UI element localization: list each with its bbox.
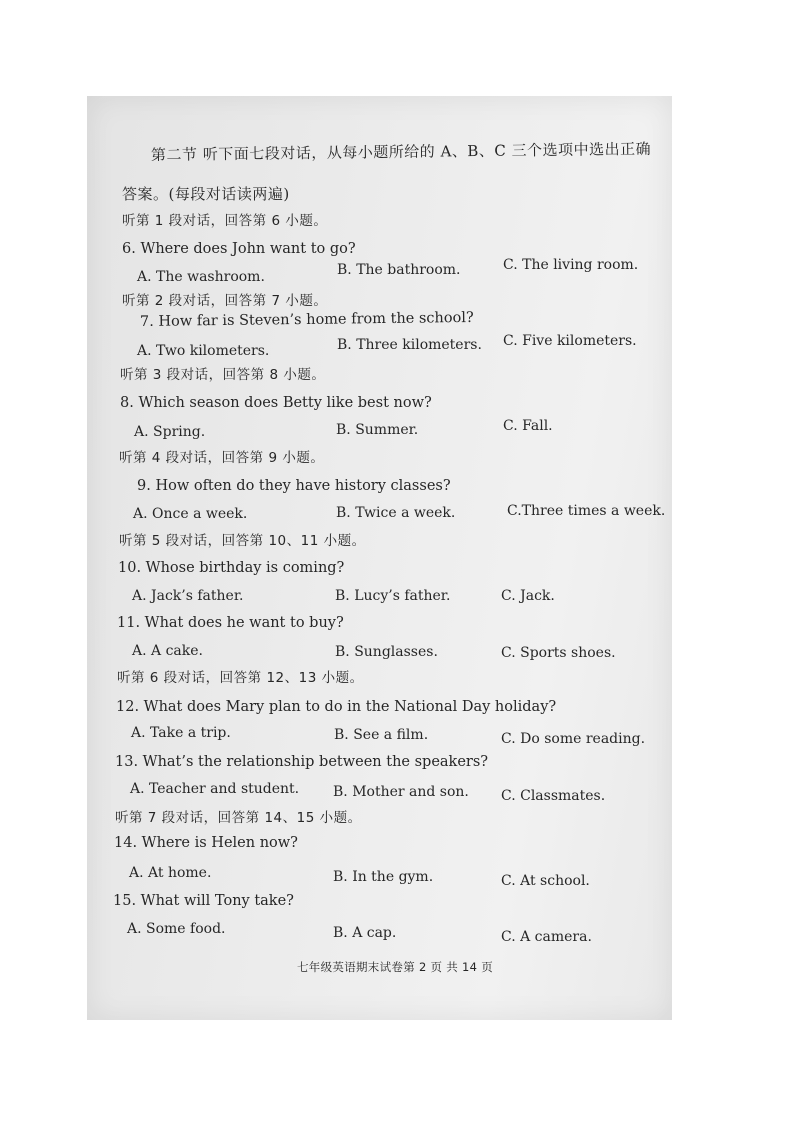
question-6: 6. Where does John want to go? — [122, 241, 356, 257]
option-c: C. At school. — [501, 873, 590, 889]
option-b: B. Three kilometers. — [337, 337, 482, 353]
option-c: C. Five kilometers. — [503, 333, 637, 349]
option-c: C. Jack. — [501, 588, 555, 604]
question-14: 14. Where is Helen now? — [114, 835, 298, 851]
question-12: 12. What does Mary plan to do in the National Day holiday? — [116, 699, 557, 715]
segment-intro: 听第 4 段对话，回答第 9 小题。 — [119, 450, 325, 466]
option-a: A. Once a week. — [133, 506, 248, 522]
option-a: A. Spring. — [134, 424, 206, 440]
option-b: B. Lucy’s father. — [335, 588, 451, 604]
question-9: 9. How often do they have history classes? — [137, 478, 451, 494]
question-11: 11. What does he want to buy? — [117, 615, 344, 631]
segment-intro: 听第 1 段对话，回答第 6 小题。 — [122, 213, 328, 229]
option-b: B. The bathroom. — [337, 262, 461, 278]
section-heading-continued: 答案。(每段对话读两遍) — [122, 185, 290, 203]
option-b: B. See a film. — [334, 727, 429, 743]
section-heading: 第二节 听下面七段对话，从每小题所给的 A、B、C 三个选项中选出正确 — [150, 139, 652, 164]
segment-intro: 听第 5 段对话，回答第 10、11 小题。 — [119, 533, 366, 549]
option-b: B. Twice a week. — [336, 505, 456, 521]
option-a: A. Teacher and student. — [130, 781, 300, 797]
option-a: A. A cake. — [132, 643, 203, 659]
question-7: 7. How far is Steven’s home from the school? — [139, 309, 474, 330]
option-a: A. Take a trip. — [131, 725, 231, 741]
option-c: C. The living room. — [503, 257, 639, 273]
option-c: C. Fall. — [503, 418, 553, 434]
option-c: C. Sports shoes. — [501, 645, 616, 661]
segment-intro: 听第 6 段对话，回答第 12、13 小题。 — [117, 670, 364, 686]
segment-intro: 听第 3 段对话，回答第 8 小题。 — [120, 367, 326, 383]
question-13: 13. What’s the relationship between the speakers? — [115, 754, 489, 770]
option-a: A. At home. — [129, 865, 212, 881]
question-15: 15. What will Tony take? — [113, 893, 294, 909]
option-c: C. A camera. — [501, 929, 592, 945]
segment-intro: 听第 7 段对话，回答第 14、15 小题。 — [115, 810, 362, 826]
option-b: B. Sunglasses. — [335, 644, 438, 660]
option-b: B. In the gym. — [333, 869, 434, 885]
question-10: 10. Whose birthday is coming? — [118, 560, 345, 576]
option-c: C.Three times a week. — [507, 503, 666, 519]
exam-page — [87, 96, 672, 1020]
option-b: B. Summer. — [336, 422, 419, 438]
option-a: A. The washroom. — [137, 269, 265, 285]
option-a: A. Some food. — [127, 921, 226, 937]
option-b: B. Mother and son. — [333, 784, 469, 800]
option-a: A. Two kilometers. — [137, 343, 270, 359]
question-8: 8. Which season does Betty like best now? — [120, 395, 432, 411]
option-c: C. Classmates. — [501, 788, 606, 804]
option-b: B. A cap. — [333, 925, 397, 941]
option-a: A. Jack’s father. — [132, 588, 244, 604]
segment-intro: 听第 2 段对话，回答第 7 小题。 — [122, 293, 328, 309]
option-c: C. Do some reading. — [501, 731, 646, 747]
page-footer: 七年级英语期末试卷第 2 页 共 14 页 — [297, 960, 494, 974]
